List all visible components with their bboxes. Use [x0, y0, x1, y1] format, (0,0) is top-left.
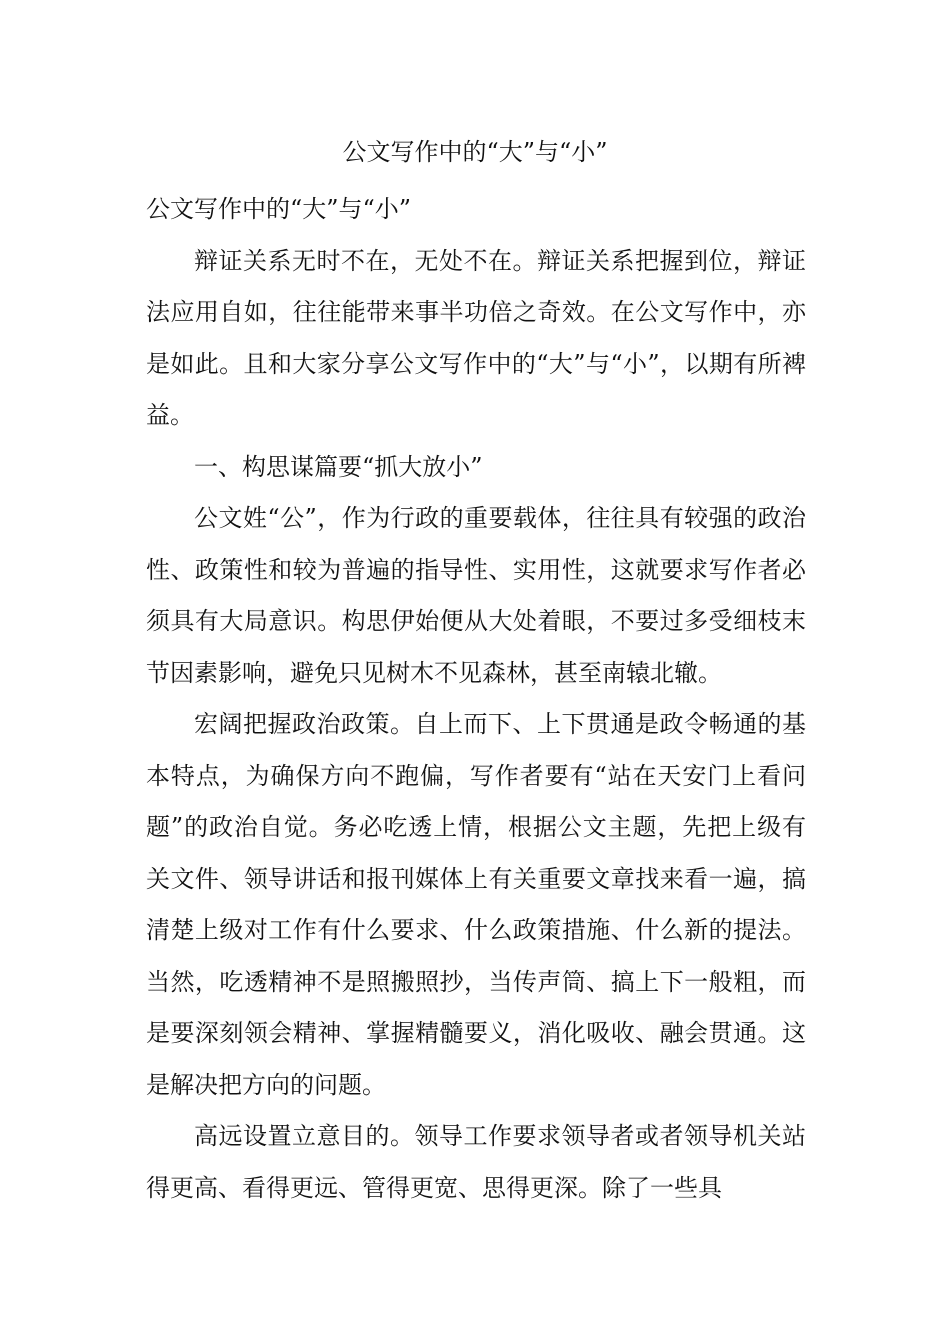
document-subtitle: 公文写作中的“大”与“小”: [146, 195, 412, 223]
body-paragraph: 公文姓“公”，作为行政的重要载体，往往具有较强的政治性、政策性和较为普遍的指导性、实用性，这就要求写作者必须具有大局意识。构思伊始便从大处着眼，不要过多受细枝末节因素影响，避免只见树木不见森林，甚至南辕北辙。: [146, 504, 806, 687]
document-body: [146, 184, 806, 1214]
section-heading: 一、构思谋篇要“抓大放小”: [194, 452, 483, 481]
document-title: 公文写作中的“大”与“小”: [342, 138, 608, 166]
body-paragraph: 宏阔把握政治政策。自上而下、上下贯通是政令畅通的基本特点，为确保方向不跑偏，写作者要有“站在天安门上看问题”的政治自觉。务必吃透上情，根据公文主题，先把上级有关文件、领导讲话和报刊媒体上有关重要文章找来看一遍，搞清楚上级对工作有什么要求、什么政策措施、什么新的提法。当然，吃透精神不是照搬照抄，当传声筒、搞上下一般粗，而是要深刻领会精神、掌握精髓要义，消化吸收、融会贯通。这是解决把方向的问题。: [146, 710, 806, 1099]
body-paragraph: 高远设置立意目的。领导工作要求领导者或者领导机关站得更高、看得更远、管得更宽、思得更深。除了一些具: [146, 1122, 806, 1202]
body-paragraph: 辩证关系无时不在，无处不在。辩证关系把握到位，辩证法应用自如，往往能带来事半功倍之奇效。在公文写作中，亦是如此。且和大家分享公文写作中的“大”与“小”，以期有所裨益。: [146, 246, 806, 429]
